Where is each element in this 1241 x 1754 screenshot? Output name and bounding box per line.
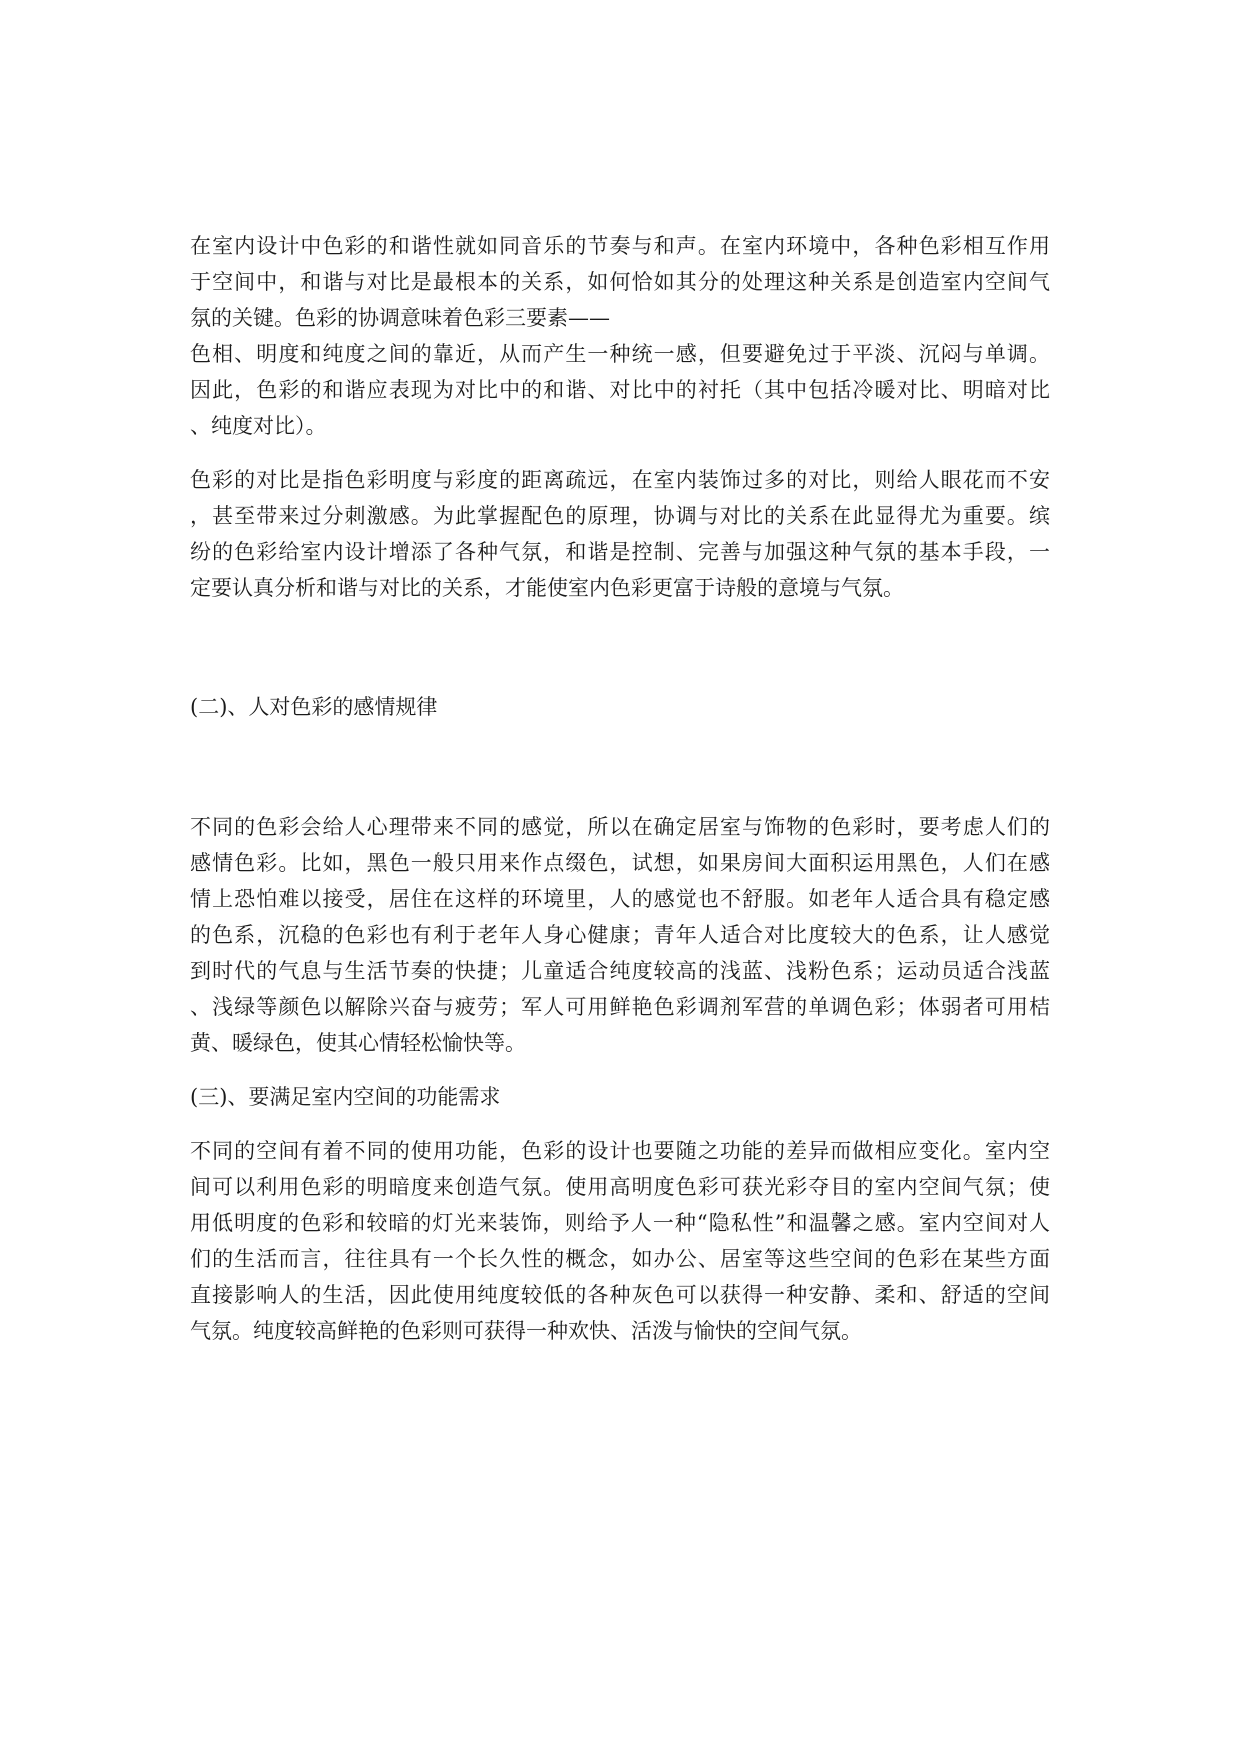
paragraph-color-harmony bbox=[190, 228, 1050, 444]
paragraph-space-function bbox=[190, 1133, 1050, 1349]
text-line: 氛的关键。色彩的协调意味着色彩三要素—— bbox=[190, 306, 610, 330]
text-line: 不同的色彩会给人心理带来不同的感觉，所以在确定居室与饰物的色彩时，要考虑人们的 bbox=[190, 815, 1050, 839]
text-line: 们的生活而言，往往具有一个长久性的概念，如办公、居室等这些空间的色彩在某些方面 bbox=[190, 1247, 1050, 1271]
text-line: 于空间中，和谐与对比是最根本的关系，如何恰如其分的处理这种关系是创造室内空间气 bbox=[190, 270, 1050, 294]
paragraph-emotional-color bbox=[190, 809, 1050, 1061]
text-line: 因此，色彩的和谐应表现为对比中的和谐、对比中的衬托（其中包括冷暖对比、明暗对比 bbox=[190, 378, 1050, 402]
text-line: 纷的色彩给室内设计增添了各种气氛，和谐是控制、完善与加强这种气氛的基本手段，一 bbox=[190, 540, 1050, 564]
text-line: 、纯度对比）。 bbox=[190, 414, 327, 438]
document-body bbox=[190, 228, 1050, 1349]
text-line: 气氛。纯度较高鲜艳的色彩则可获得一种欢快、活泼与愉快的空间气氛。 bbox=[190, 1319, 862, 1343]
text-line: 、浅绿等颜色以解除兴奋与疲劳；军人可用鲜艳色彩调剂军营的单调色彩；体弱者可用桔 bbox=[190, 995, 1050, 1019]
text-line: 定要认真分析和谐与对比的关系，才能使室内色彩更富于诗般的意境与气氛。 bbox=[190, 576, 904, 600]
text-line: 用低明度的色彩和较暗的灯光来装饰，则给予人一种“隐私性”和温馨之感。室内空间对人 bbox=[190, 1211, 1050, 1235]
text-line: 在室内设计中色彩的和谐性就如同音乐的节奏与和声。在室内环境中，各种色彩相互作用 bbox=[190, 234, 1050, 258]
text-line: 直接影响人的生活，因此使用纯度较低的各种灰色可以获得一种安静、柔和、舒适的空间 bbox=[190, 1283, 1050, 1307]
section-heading-emotion: (二)、人对色彩的感情规律 bbox=[190, 695, 438, 719]
text-line: 到时代的气息与生活节奏的快捷；儿童适合纯度较高的浅蓝、浅粉色系；运动员适合浅蓝 bbox=[190, 959, 1050, 983]
section-heading-function: (三)、要满足室内空间的功能需求 bbox=[190, 1085, 501, 1109]
text-line: 色彩的对比是指色彩明度与彩度的距离疏远，在室内装饰过多的对比，则给人眼花而不安 bbox=[190, 468, 1050, 492]
text-line: 的色系，沉稳的色彩也有利于老年人身心健康；青年人适合对比度较大的色系，让人感觉 bbox=[190, 923, 1050, 947]
text-line: 色相、明度和纯度之间的靠近，从而产生一种统一感，但要避免过于平淡、沉闷与单调。 bbox=[190, 342, 1050, 366]
text-line: 间可以利用色彩的明暗度来创造气氛。使用高明度色彩可获光彩夺目的室内空间气氛；使 bbox=[190, 1175, 1050, 1199]
text-line: 不同的空间有着不同的使用功能，色彩的设计也要随之功能的差异而做相应变化。室内空 bbox=[190, 1139, 1050, 1163]
text-line: 感情色彩。比如，黑色一般只用来作点缀色，试想，如果房间大面积运用黑色，人们在感 bbox=[190, 851, 1050, 875]
text-line: ，甚至带来过分刺激感。为此掌握配色的原理，协调与对比的关系在此显得尤为重要。缤 bbox=[190, 504, 1050, 528]
paragraph-color-contrast bbox=[190, 462, 1050, 606]
text-line: 情上恐怕难以接受，居住在这样的环境里，人的感觉也不舒服。如老年人适合具有稳定感 bbox=[190, 887, 1050, 911]
text-line: 黄、暖绿色，使其心情轻松愉快等。 bbox=[190, 1031, 526, 1055]
